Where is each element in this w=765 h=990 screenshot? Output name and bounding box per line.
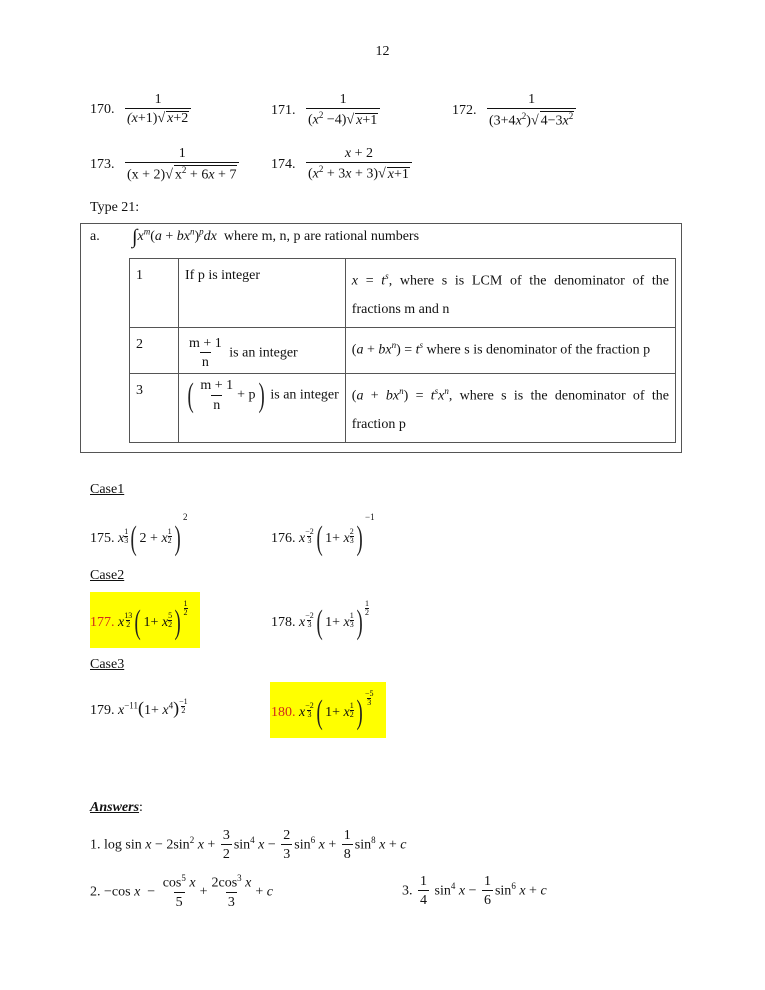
problem-172: 172. $\frac{1}{(3+4x^2)√ 4-3x^2}$ xyxy=(452,92,578,130)
box-label: a. xyxy=(90,229,100,244)
integral-sign-icon: ∫ xyxy=(132,226,138,248)
problem-175: 175. x $\frac{1}{3}$ ( 2 + x $\frac{1}{2}$ )$^2$ xyxy=(90,512,188,557)
problem-173: 173. $\frac{1}{(x + 2)√ x^2 + 6x + 7}$ xyxy=(90,146,241,184)
problem-176: 176. x $\frac{-2}{3}$ ( 1+ x $\frac{2}{3}$ )$^{-1}$ xyxy=(271,512,375,557)
table-row: 1 If p is integer $x = t^s$, where s is LCM of the denominator of the fractions m and n xyxy=(130,259,676,328)
problem-179: 179. $x^{-11}(1+ x^4)$ $\frac{-1}{2}$ xyxy=(90,697,188,718)
case2-heading: Case2 xyxy=(90,568,125,583)
answer-2: 2. −cos x − $\frac{\cos^5 x}{5}$ + $\frac{2\cos^3 x}{3}$ + c xyxy=(90,873,273,911)
answer-3: 3. $\frac{1}{4}$ $\sin^4 x$ − $\frac{1}{6}$ $\sin^6 x + c$ xyxy=(402,874,547,909)
table-row: 2 $\frac{m + 1}{n}$ is an integer $(a + bx^n) = t^s$ where s is denominator of the fraction p xyxy=(130,327,676,374)
problem-171: 171. $\frac{1}{(x^2 -4)√ x+1}$ xyxy=(271,92,382,129)
type-heading: Type 21: xyxy=(90,200,140,215)
case3-heading: Case3 xyxy=(90,657,125,672)
case1-heading: Case1 xyxy=(90,482,125,497)
answers-heading: Answers: xyxy=(90,800,143,815)
problem-177: 177. x $\frac{13}{2}$ ( 1+ x $\frac{5}{2}$ ) $\frac{1}{2}$ xyxy=(90,599,188,641)
problem-170: 170. $\frac{1}{(x+1)√ x+2}$ xyxy=(90,92,193,127)
problem-174: 174. $\frac{x + 2}{(x^2 + 3x + 3)√ x+1}$ xyxy=(271,146,414,183)
answer-1: 1. $\log \sin x - 2\sin^2$ x + $\frac{3}{2}$ $\sin^4 x$ − $\frac{2}{3}$ $\sin^6 x$ + $\frac{1}{8}$ $\sin^8 x + c$ xyxy=(90,828,407,863)
problem-178: 178. x $\frac{-2}{3}$ ( 1+ x $\frac{1}{3}$ ) $\frac{1}{2}$ xyxy=(271,599,370,641)
problem-180: 180. x $\frac{-2}{3}$ ( 1+ x $\frac{1}{2}$ ) $\frac{-5}{3}$ xyxy=(271,689,374,731)
page-number: 12 xyxy=(375,44,390,59)
substitution-table xyxy=(129,258,676,443)
table-row: 3 ( $\frac{m + 1}{n}$ + p) is an integer $(a + bx^n) = t^sx^n$, where s is the denominator of the fraction p xyxy=(130,374,676,443)
integral-formula: $\int x^m(a + bx^n)^pdx$ where m, n, p are rational numbers xyxy=(132,226,420,248)
